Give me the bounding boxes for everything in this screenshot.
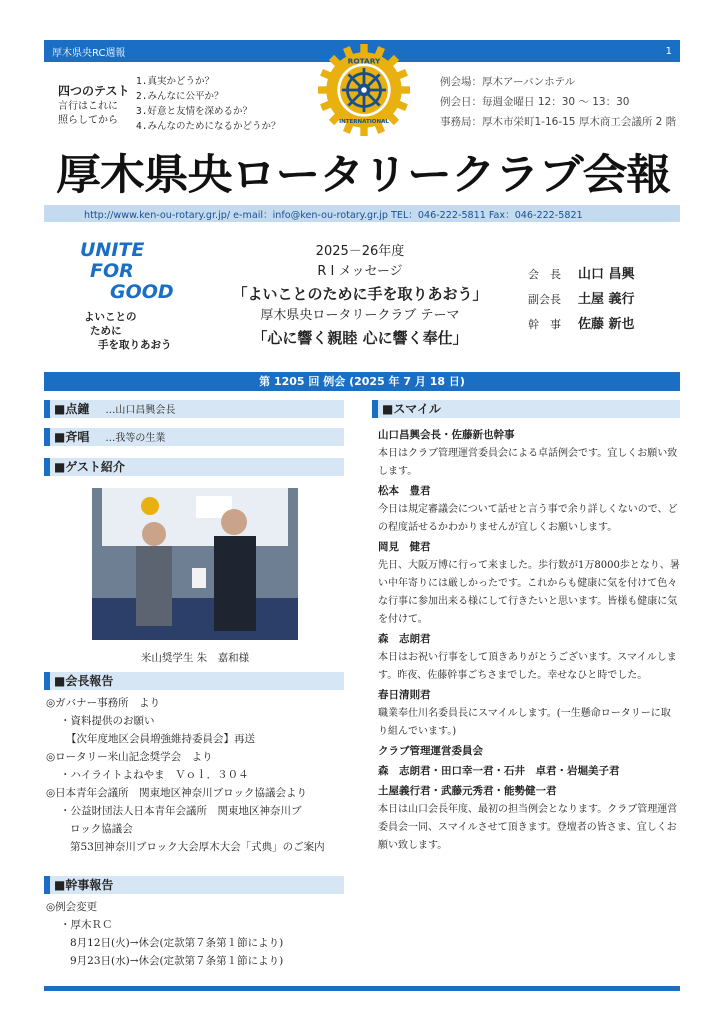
- smile-name: 春日清則君: [378, 689, 431, 701]
- four-way-test-title: 四つのテスト: [58, 84, 130, 98]
- section-smile: ■スマイル: [372, 400, 680, 418]
- smile-text: 本日は山口会長年度、最初の担当例会となります。クラブ管理運営委員会一同、スマイルさせて頂きます。登壇者の皆さま、宜しくお願い致します。: [378, 804, 678, 851]
- page-number: 1: [665, 45, 672, 57]
- logo-top-text: ROTARY: [347, 56, 381, 66]
- smile-name: 森 志朗君・田口幸一君・石井 卓君・岩堀美子君: [378, 765, 620, 777]
- smile-text: 職業奉仕川名委員長にスマイルします。(一生懸命ロータリーに取り組んでいます。): [378, 708, 671, 737]
- meeting-info: 例会場：厚木アーバンホテル 例会日：毎週金曜日 12：30 ～ 13：30 事務局：厚木市栄町1-16-15 厚木商工会議所 2 階: [440, 76, 677, 128]
- club-theme: 「心に響く親睦 心に響く奉仕」: [252, 329, 468, 347]
- four-way-test-list: 1.真実かどうか？ 2.みんなに公平か？ 3.好意と友情を深めるか？ 4.みんなのためになるかどうか？: [136, 76, 281, 132]
- officer-row: 幹 事 佐藤 新也: [528, 317, 635, 332]
- smile-text: 先日、大阪万博に行って来ました。歩行数が1万8000歩となり、暑い中年寄りには厳しかったです。これからも健康に気を付けて色々な行事に参加出来る様にして行きたいと思います。皆様も健康に気を付けて。: [378, 560, 680, 625]
- smile-name: 山口昌興会長・佐藤新也幹事: [378, 429, 515, 441]
- section-president-report: ■会長報告: [44, 672, 344, 690]
- smile-name: 松本 豊君: [378, 485, 431, 497]
- footer-bar: [44, 986, 680, 991]
- theme-year: 2025－26年度: [315, 244, 405, 259]
- smile-name: 土屋義行君・武藤元秀君・能勢健一君: [378, 785, 557, 797]
- guest-photo: [92, 488, 298, 640]
- smile-text: 本日はお祝い行事をして頂きありがとうございます。スマイルします。昨夜、佐藤幹事ごちさまでした。幸せなひと時でした。: [378, 652, 677, 681]
- meeting-title-bar: 第 1205 回 例会 (2025 年 7 月 18 日): [44, 372, 680, 391]
- club-label: 厚木県央RC週報: [52, 47, 126, 59]
- logo-bottom-text: INTERNATIONAL: [339, 119, 389, 126]
- smile-text: 今日は規定審議会について話せと言う事で余り詳しくないので、どの程度話せるかわかりませんが宜しくお願いします。: [378, 504, 678, 533]
- smile-name: 森 志朗君: [378, 633, 431, 645]
- section-secretary-report: ■幹事報告: [44, 876, 344, 894]
- theme-block: [210, 242, 510, 350]
- smile-text: 本日はクラブ管理運営委員会による卓話例会です。宜しくお願い致します。: [378, 448, 678, 477]
- president-report-body: ◎ガバナー事務所 より ・資料提供のお願い 【次年度地区会員増強維持委員会】再送 ◎ロータリー米山記念奨学会 より ・ハイライトよねやま Ｖｏｌ．３０４ ◎日本青年会議所 関東地区神奈川ブロック協議会より ・公益財団法人日本青年会議所 関東地区神奈川ブ ロック協議会 第53回神奈川ブロック大会厚木大会「式典」のご案内: [46, 697, 325, 853]
- ri-label: R I メッセージ: [317, 264, 403, 279]
- masthead-title: 厚木県央ロータリークラブ会報: [56, 150, 671, 199]
- smile-entries: [378, 425, 680, 855]
- ri-message: 「よいことのために手を取りあおう」: [232, 285, 488, 303]
- officers-list: [528, 262, 635, 337]
- smile-name: クラブ管理運営委員会: [378, 745, 483, 757]
- four-way-test-subtitle: 言行はこれに 照らしてから: [58, 101, 118, 126]
- section-bell: ■点鐘 …山口昌興会長: [44, 400, 344, 418]
- secretary-report-body: ◎例会変更 ・厚木ＲＣ 8月12日(火)→休会(定款第７条第１節により) 9月23日(水)→休会(定款第７条第１節により): [46, 901, 284, 967]
- unite-subtitle: よいことの ために 手を取りあおう: [84, 311, 172, 351]
- guest-caption: 米山奨学生 朱 嘉和様: [140, 652, 250, 664]
- smile-name: 岡見 健君: [378, 541, 431, 553]
- unite-for-good-logo: UNITE FOR GOOD: [80, 239, 174, 303]
- contact-bar: http://www.ken-ou-rotary.gr.jp/ e-mail：info@ken-ou-rotary.gr.jp TEL：046-222-5811 Fax：046-222-5821: [44, 205, 680, 222]
- club-theme-label: 厚木県央ロータリークラブ テーマ: [260, 308, 460, 323]
- officer-row: 会 長 山口 昌興: [528, 267, 635, 282]
- section-chorus: ■斉唱 …我等の生業: [44, 428, 344, 446]
- officer-row: 副会長 土屋 義行: [528, 292, 635, 307]
- section-guest: ■ゲスト紹介: [44, 458, 344, 476]
- rotary-wheel-logo: [318, 44, 410, 136]
